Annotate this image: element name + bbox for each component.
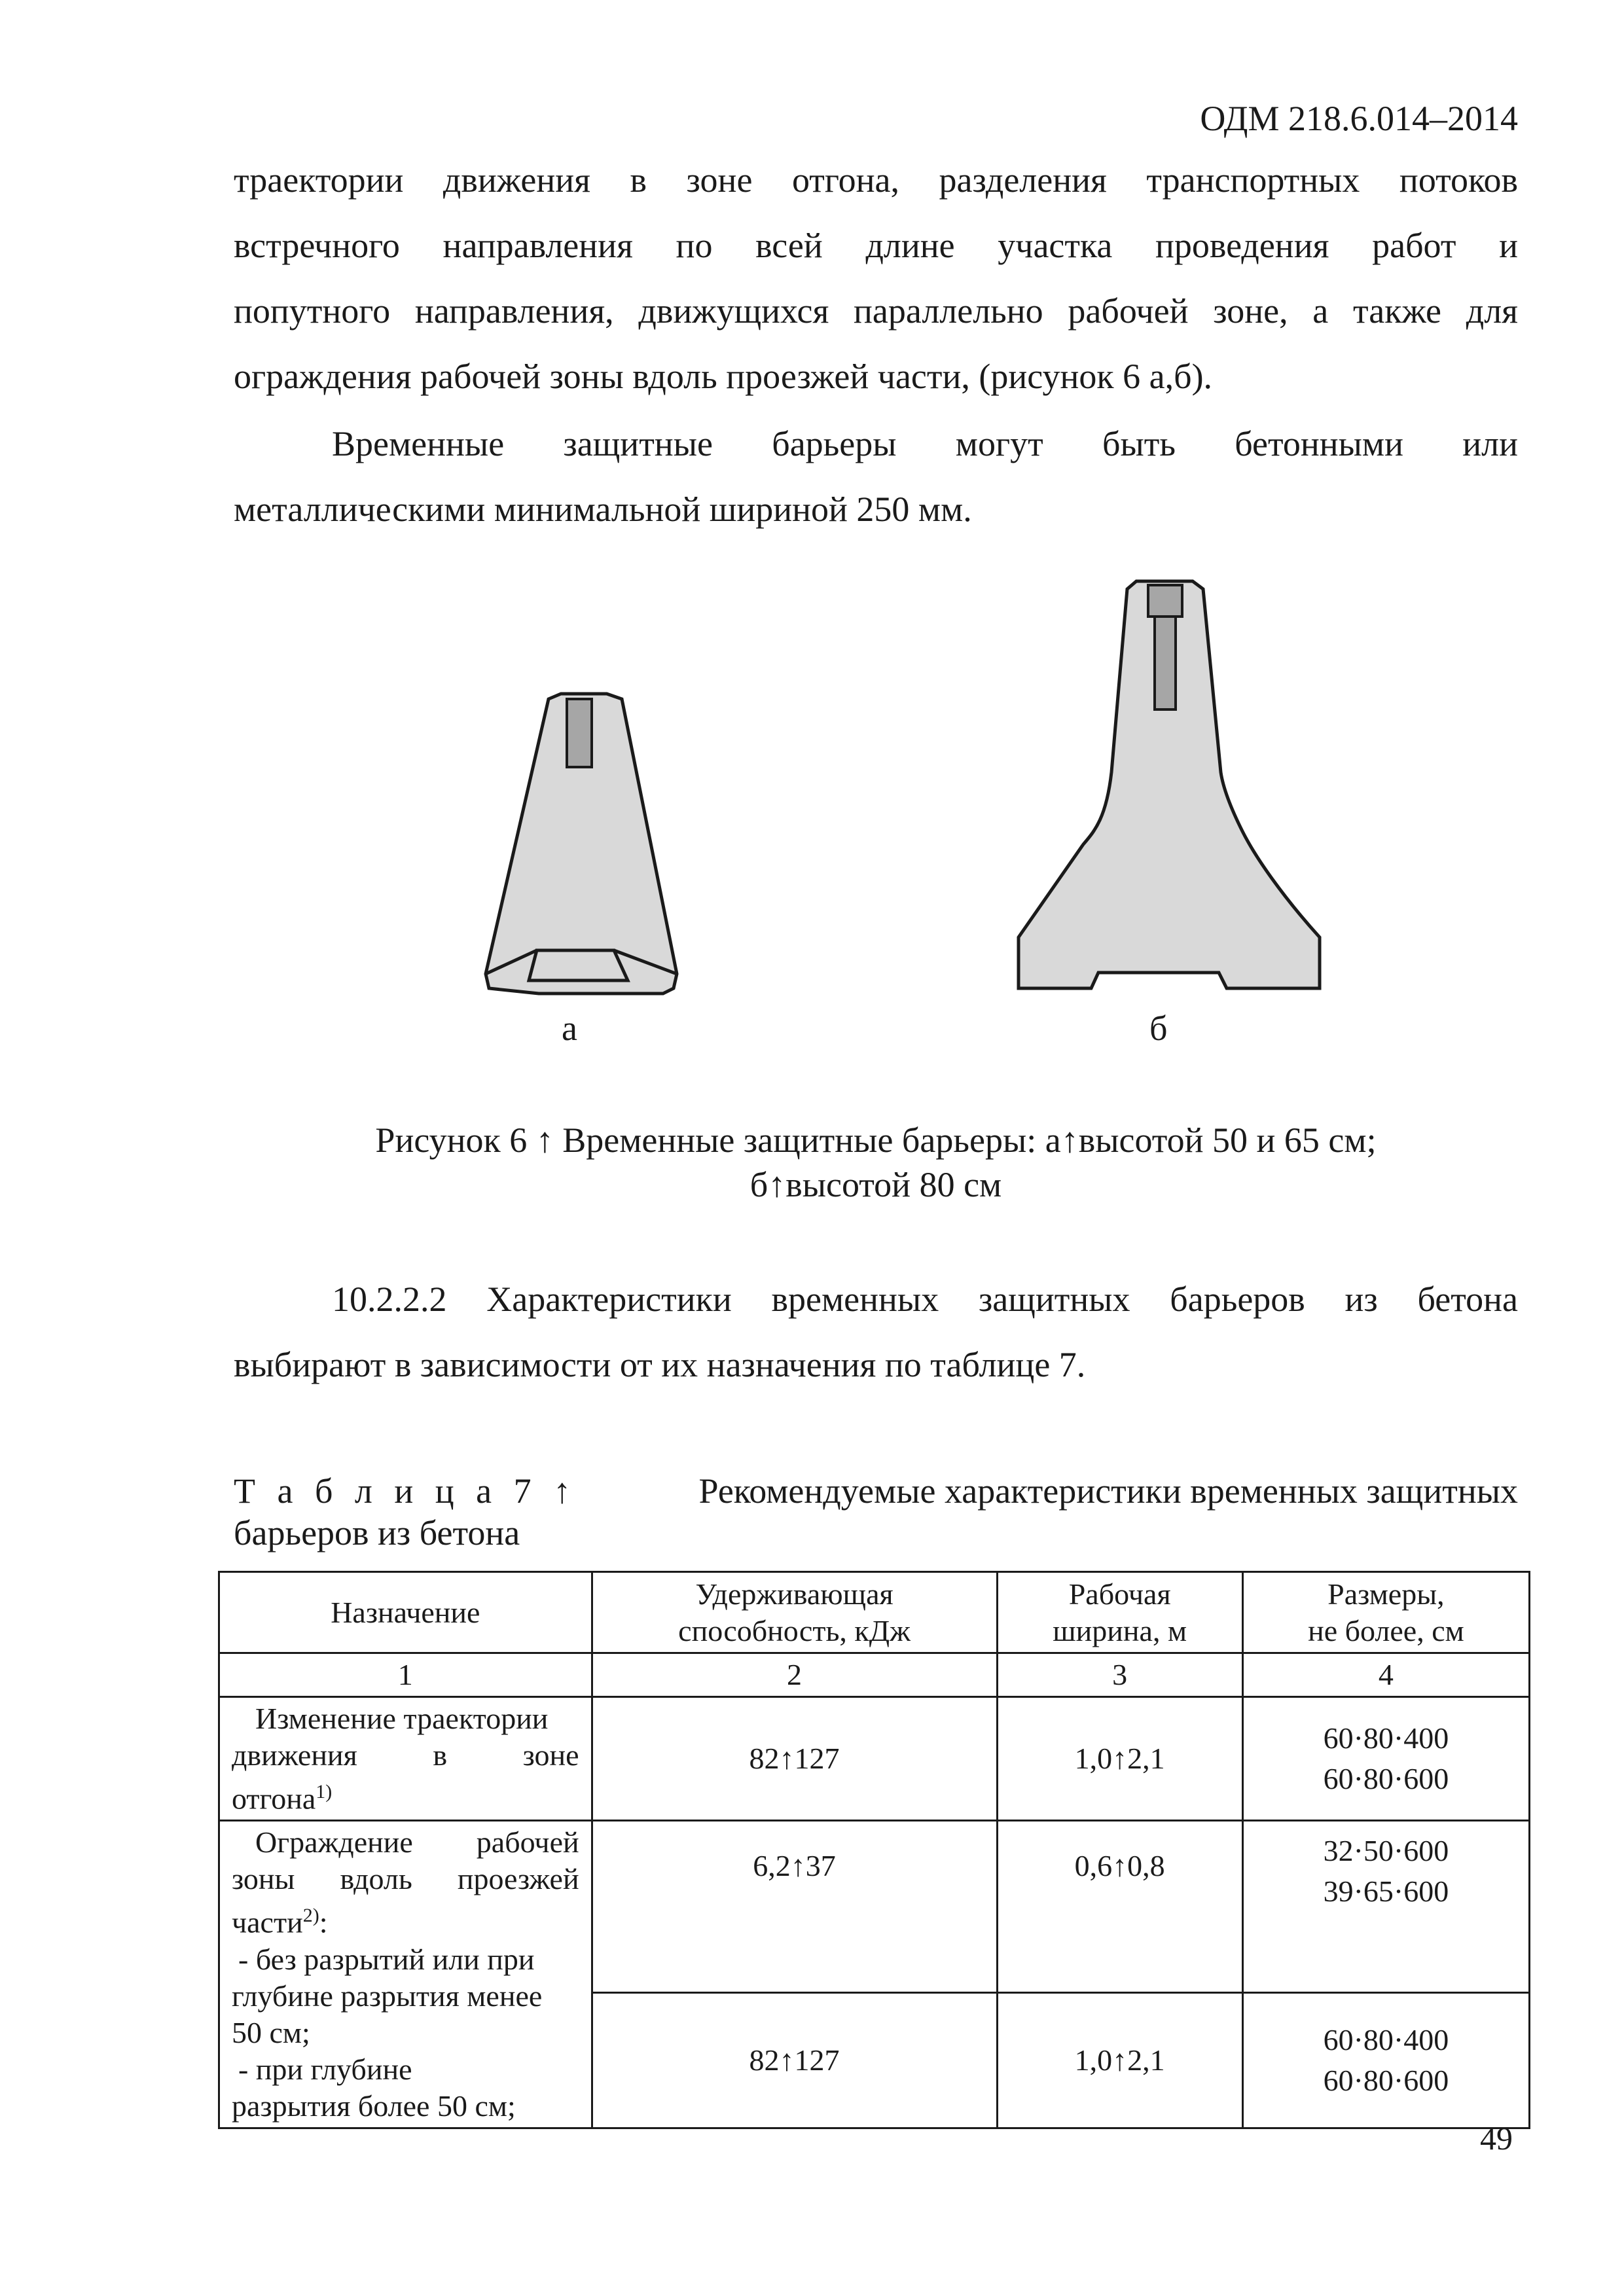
figure-caption-line1: Рисунок 6 ↑ Временные защитные барьеры: а↑высотой 50 и 65 см;: [375, 1121, 1377, 1160]
figure-label-b: б: [1149, 1009, 1168, 1048]
purpose-cell: [219, 1697, 592, 1821]
paragraph-line: траектории движения в зоне отгона, разделения транспортных потоков: [234, 160, 1518, 200]
width-cell: 1,0↑2,1: [997, 1697, 1242, 1821]
barriers-figure: [0, 0, 1624, 1113]
paragraph-line: выбирают в зависимости от их назначения по таблице 7.: [234, 1345, 1086, 1384]
column-number: 2: [592, 1653, 997, 1697]
purpose-subitem: глубине разрытия менее: [232, 1979, 543, 2013]
paragraph-line: Временные защитные барьеры могут быть бетонными или: [332, 424, 1518, 463]
purpose-text: движения в зоне: [232, 1738, 579, 1772]
table-caption-prefix: Т а б л и ц а 7 ↑: [234, 1471, 578, 1511]
column-header-dimensions: Размеры, не более, см: [1242, 1572, 1529, 1653]
purpose-text: части$^{2)}$:: [232, 1905, 328, 1939]
purpose-text: Изменение траектории: [255, 1702, 549, 1735]
purpose-cell: [219, 1821, 592, 2128]
figure-label-a: а: [562, 1009, 577, 1048]
table-number-row: [219, 1653, 1530, 1697]
column-number: 3: [997, 1653, 1242, 1697]
column-header-purpose: Назначение: [219, 1572, 592, 1653]
page-number: 49: [1480, 2120, 1513, 2157]
table-caption-title: Рекомендуемые характеристики временных защитных: [698, 1471, 1518, 1511]
paragraph-line: ограждения рабочей зоны вдоль проезжей части, (рисунок 6 а,б).: [234, 357, 1213, 396]
purpose-subitem: разрытия более 50 см;: [232, 2089, 516, 2123]
table-caption-line2: барьеров из бетона: [234, 1513, 520, 1552]
paragraph-line: 10.2.2.2 Характеристики временных защитных барьеров из бетона: [332, 1280, 1518, 1319]
dimensions-cell: 60·80·400 60·80·600: [1242, 1697, 1529, 1821]
column-header-capacity: Удерживающая способность, кДж: [592, 1572, 997, 1653]
capacity-cell: 6,2↑37: [592, 1821, 997, 1993]
width-cell: 0,6↑0,8: [997, 1821, 1242, 1993]
barrier-b-drawing: [1019, 581, 1320, 988]
paragraph-clause-10-2-2-2: [234, 1266, 1518, 1397]
purpose-text: отгона$^{1)}$: [232, 1781, 333, 1816]
document-code: ОДМ 218.6.014–2014: [1200, 99, 1518, 138]
width-cell: 1,0↑2,1: [997, 1992, 1242, 2128]
capacity-cell: 82↑127: [592, 1697, 997, 1821]
paragraph-line: встречного направления по всей длине участка проведения работ и: [234, 226, 1518, 265]
table-caption-line1: [234, 1470, 1518, 1512]
table-caption: [234, 1470, 1518, 1554]
figure-caption-line2: б↑высотой 80 см: [749, 1165, 1002, 1204]
capacity-cell: 82↑127: [592, 1992, 997, 2128]
purpose-text: зоны вдоль проезжей: [232, 1862, 579, 1896]
barrier-a-drawing: [486, 694, 677, 994]
column-number: 4: [1242, 1653, 1529, 1697]
dimensions-cell: 32·50·600 39·65·600: [1242, 1821, 1529, 1993]
column-header-width: Рабочая ширина, м: [997, 1572, 1242, 1653]
dimensions-cell: 60·80·400 60·80·600: [1242, 1992, 1529, 2128]
purpose-subitem: - при глубине: [238, 2052, 412, 2086]
characteristics-table: [218, 1571, 1530, 2129]
purpose-subitem: - без разрытий или при: [238, 1942, 535, 1976]
table-row: [219, 1697, 1530, 1821]
paragraph-line: металлическими минимальной шириной 250 мм.: [234, 490, 972, 529]
purpose-subitem: 50 см;: [232, 2015, 310, 2049]
table-header-row: [219, 1572, 1530, 1653]
purpose-text: Ограждение рабочей: [255, 1825, 579, 1859]
column-number: 1: [219, 1653, 592, 1697]
paragraph-line: попутного направления, движущихся параллельно рабочей зоне, а также для: [234, 291, 1518, 331]
table-row: [219, 1821, 1530, 1993]
